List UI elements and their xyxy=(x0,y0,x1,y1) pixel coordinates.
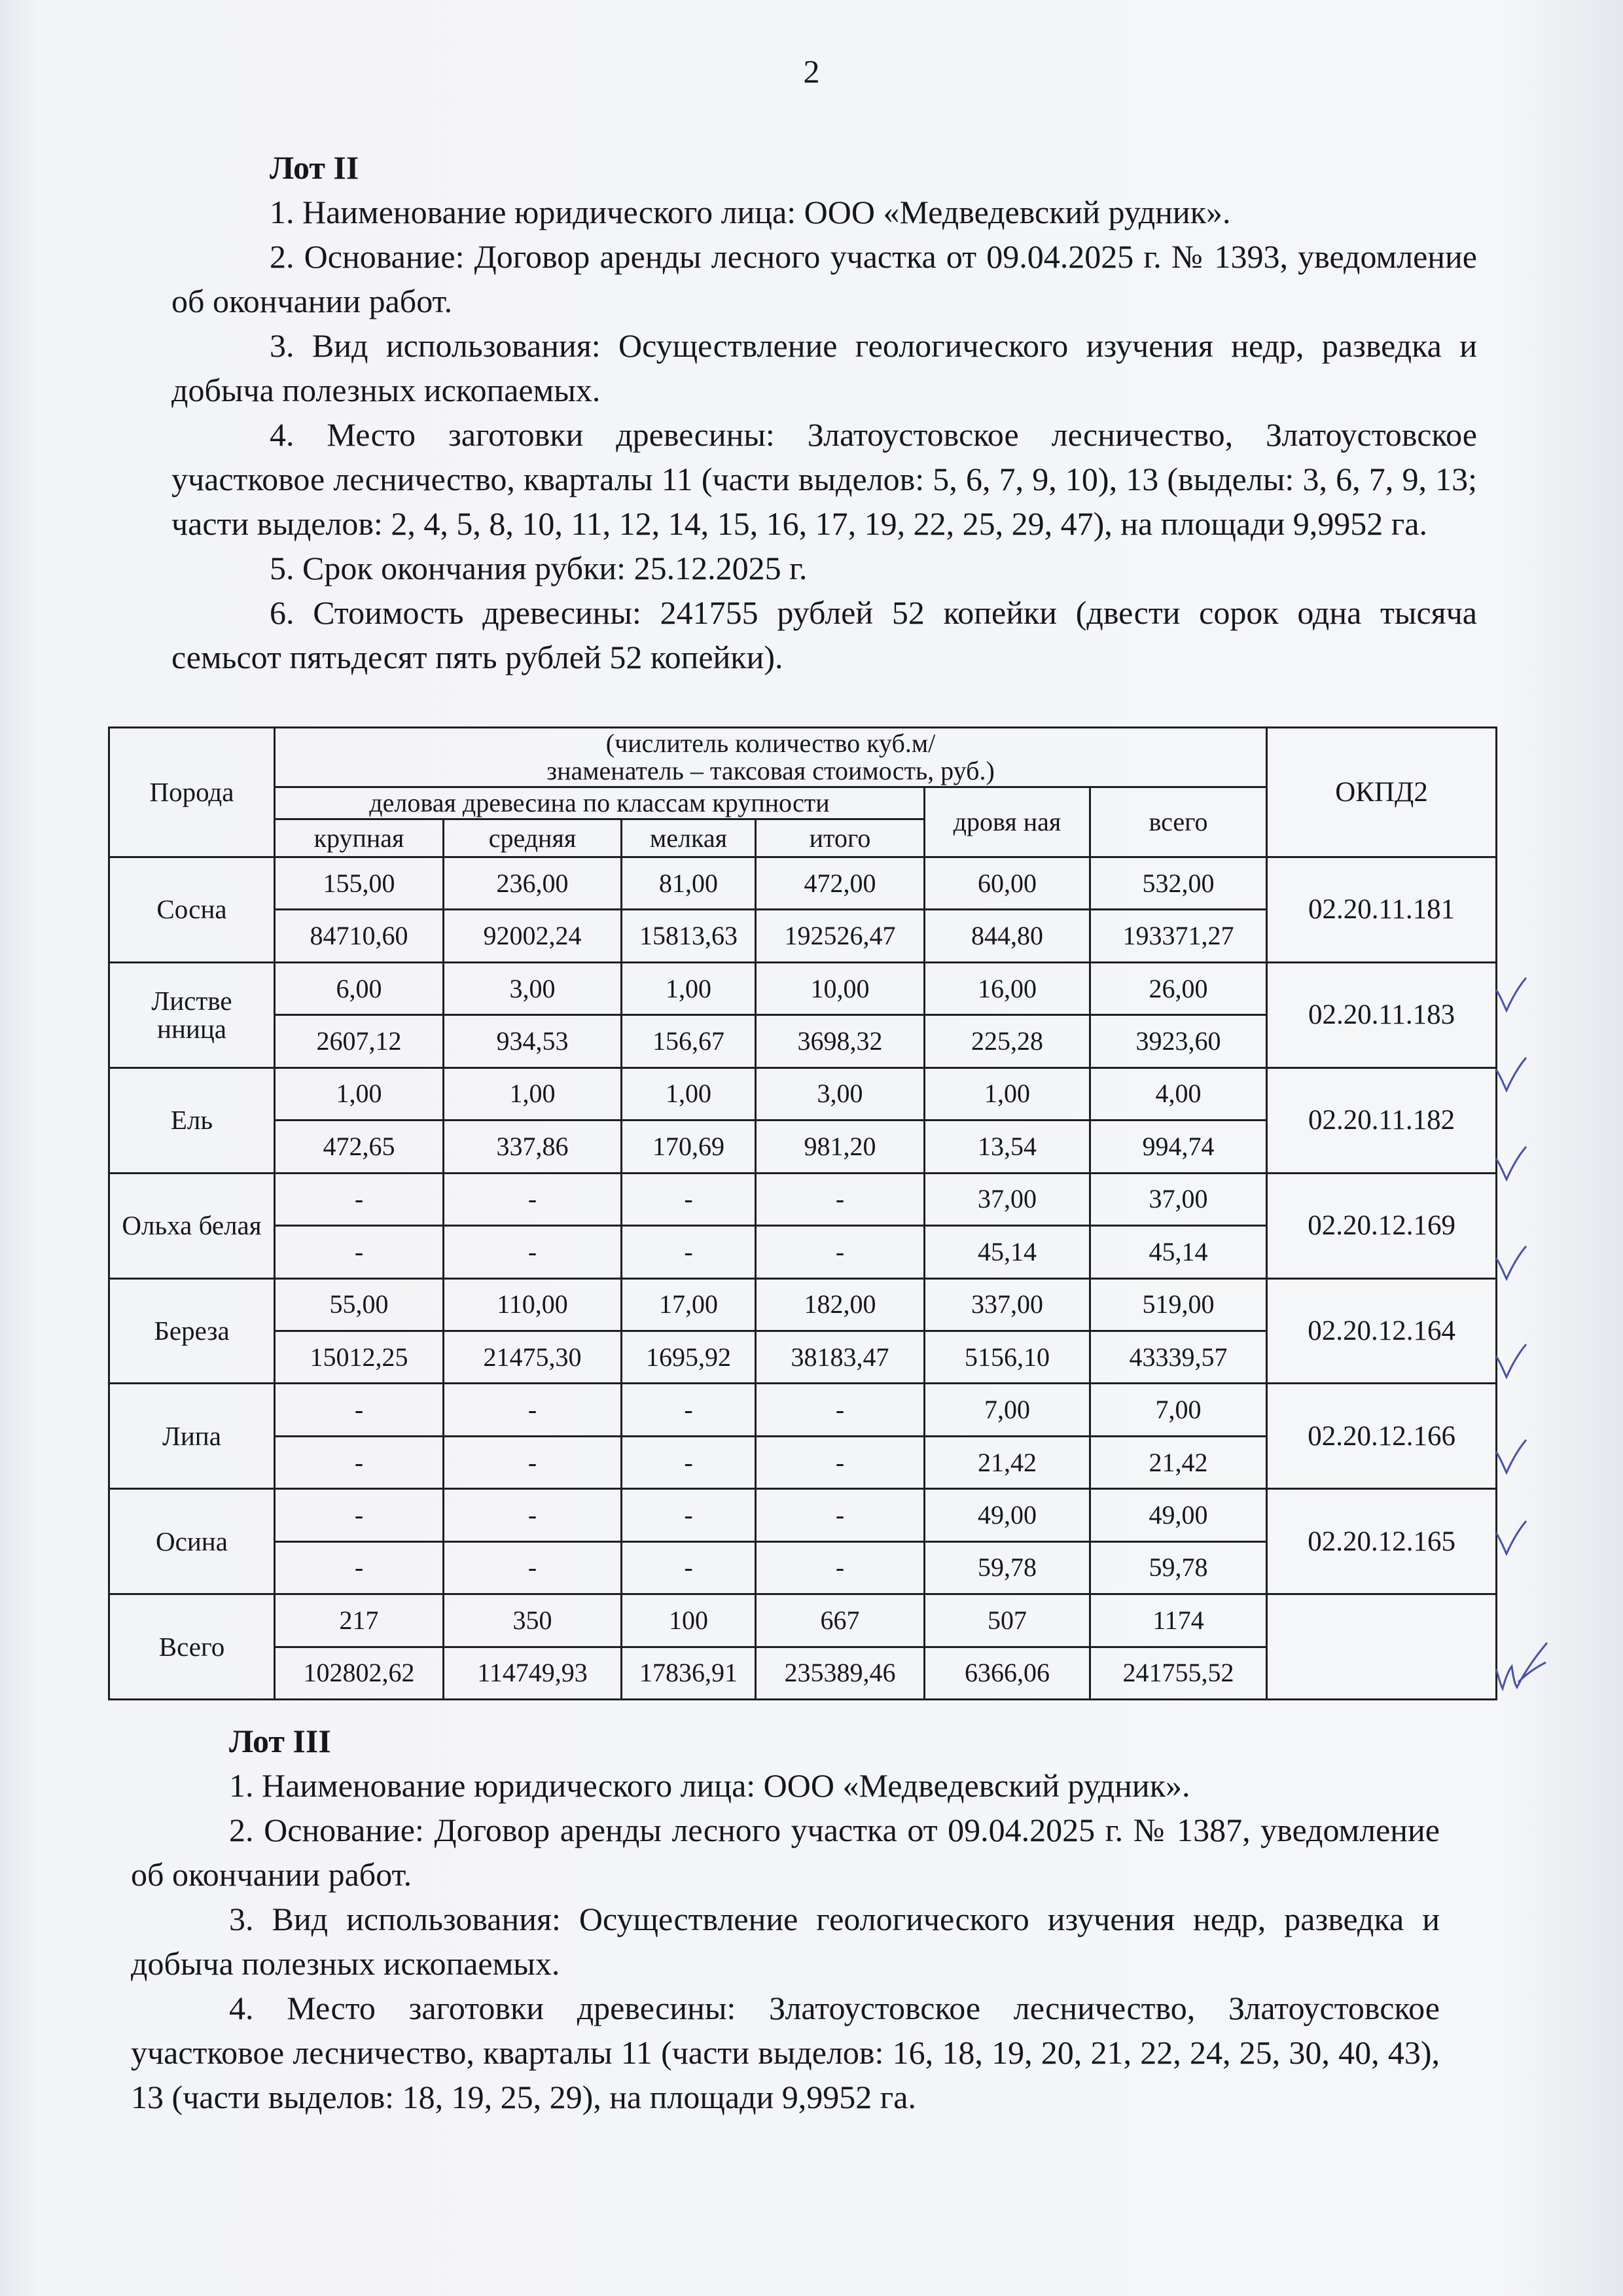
lot3-section xyxy=(131,1719,1440,2119)
header-medium: средняя xyxy=(444,819,622,857)
vol-cell: 1174 xyxy=(1090,1594,1267,1647)
cost-cell: 241755,52 xyxy=(1090,1647,1267,1699)
header-firewood: дровя ная xyxy=(925,787,1090,857)
lot2-item-3: 3. Вид использования: Осуществление геологического изучения недр, разведка и добыча полезных ископаемых. xyxy=(171,327,1477,408)
okpd-cell: 02.20.12.166 xyxy=(1267,1384,1497,1489)
vol-cell: 55,00 xyxy=(275,1278,444,1331)
cost-cell: 193371,27 xyxy=(1090,910,1267,962)
header-units-line1: (числитель количество куб.м/ xyxy=(605,728,936,758)
table-body xyxy=(109,857,1497,1700)
vol-cell: 4,00 xyxy=(1090,1067,1267,1120)
header-subtotal: итого xyxy=(756,819,925,857)
vol-cell: 1,00 xyxy=(444,1067,622,1120)
check-icon xyxy=(1493,1055,1529,1094)
species-cell: Береза xyxy=(109,1278,275,1384)
cost-cell: 337,86 xyxy=(444,1121,622,1173)
cost-cell: 21,42 xyxy=(1090,1436,1267,1488)
cost-cell: 192526,47 xyxy=(756,910,925,962)
cost-cell: - xyxy=(444,1226,622,1278)
vol-cell: 49,00 xyxy=(1090,1489,1267,1541)
vol-cell: 60,00 xyxy=(925,857,1090,910)
lot3-item-3: 3. Вид использования: Осуществление геологического изучения недр, разведка и добыча полезных ископаемых. xyxy=(131,1901,1440,1982)
lot3-item-2: 2. Основание: Договор аренды лесного участка от 09.04.2025 г. № 1387, уведомление об окончании работ. xyxy=(131,1812,1440,1893)
cost-cell: 2607,12 xyxy=(275,1015,444,1067)
vol-cell: 10,00 xyxy=(756,962,925,1014)
cost-cell: 59,78 xyxy=(1090,1541,1267,1594)
check-icon xyxy=(1493,1518,1529,1558)
vol-cell: 37,00 xyxy=(925,1173,1090,1225)
okpd-cell: 02.20.11.181 xyxy=(1267,857,1497,963)
header-total: всего xyxy=(1090,787,1267,857)
vol-cell: 3,00 xyxy=(756,1067,925,1120)
vol-cell: 507 xyxy=(925,1594,1090,1647)
table-row xyxy=(109,1278,1497,1331)
header-units xyxy=(275,728,1267,787)
okpd-cell xyxy=(1267,1594,1497,1700)
vol-cell: - xyxy=(275,1173,444,1225)
page-number: 2 xyxy=(803,53,820,90)
vol-cell: 81,00 xyxy=(622,857,756,910)
okpd-cell: 02.20.11.182 xyxy=(1267,1067,1497,1173)
table-row xyxy=(109,962,1497,1014)
header-small: мелкая xyxy=(622,819,756,857)
cost-cell: - xyxy=(275,1226,444,1278)
cost-cell: - xyxy=(275,1436,444,1488)
lot2-item-1: 1. Наименование юридического лица: ООО «Медведевский рудник». xyxy=(270,194,1231,230)
cost-cell: - xyxy=(275,1541,444,1594)
vol-cell: - xyxy=(622,1384,756,1436)
timber-table xyxy=(108,726,1497,1700)
species-cell: Осина xyxy=(109,1489,275,1594)
lot2-item-4: 4. Место заготовки древесины: Златоустовское лесничество, Златоустовское участковое лесничество, кварталы 11 (части выделов: 5, 6, 7, 9, 10), 13 (выделы: 3, 6, 7, 9, 13; части выделов: 2, 4, 5, 8, 10, 11, 12, 14, 15, 16, 17, 19, 22, 25, 29, 47), на площади 9,9952 га. xyxy=(171,416,1477,542)
vol-cell: - xyxy=(756,1173,925,1225)
cost-cell: 225,28 xyxy=(925,1015,1090,1067)
cost-cell: 92002,24 xyxy=(444,910,622,962)
check-icon xyxy=(1493,1244,1529,1283)
vol-cell: 26,00 xyxy=(1090,962,1267,1014)
species-cell: Сосна xyxy=(109,857,275,963)
species-cell: Ель xyxy=(109,1067,275,1173)
vol-cell: 217 xyxy=(275,1594,444,1647)
lot2-section xyxy=(171,145,1477,679)
vol-cell: 16,00 xyxy=(925,962,1090,1014)
okpd-cell: 02.20.12.164 xyxy=(1267,1278,1497,1384)
header-units-line2: знаменатель – таксовая стоимость, руб.) xyxy=(546,756,995,785)
cost-cell: 84710,60 xyxy=(275,910,444,962)
vol-cell: 532,00 xyxy=(1090,857,1267,910)
cost-cell: 102802,62 xyxy=(275,1647,444,1699)
species-cell: Всего xyxy=(109,1594,275,1700)
cost-cell: 43339,57 xyxy=(1090,1331,1267,1383)
cost-cell: 6366,06 xyxy=(925,1647,1090,1699)
cost-cell: - xyxy=(444,1541,622,1594)
vol-cell: 7,00 xyxy=(1090,1384,1267,1436)
vol-cell: 350 xyxy=(444,1594,622,1647)
table-row xyxy=(109,1594,1497,1647)
vol-cell: 155,00 xyxy=(275,857,444,910)
table-row xyxy=(109,1173,1497,1225)
vol-cell: 667 xyxy=(756,1594,925,1647)
cost-cell: - xyxy=(756,1541,925,1594)
cost-cell: 21475,30 xyxy=(444,1331,622,1383)
vol-cell: - xyxy=(444,1384,622,1436)
vol-cell: 182,00 xyxy=(756,1278,925,1331)
cost-cell: 3698,32 xyxy=(756,1015,925,1067)
lot2-item-2: 2. Основание: Договор аренды лесного участка от 09.04.2025 г. № 1393, уведомление об окончании работ. xyxy=(171,238,1477,319)
vol-cell: 519,00 xyxy=(1090,1278,1267,1331)
cost-cell: 45,14 xyxy=(925,1226,1090,1278)
vol-cell: 3,00 xyxy=(444,962,622,1014)
vol-cell: 1,00 xyxy=(622,962,756,1014)
lot3-item-1: 1. Наименование юридического лица: ООО «Медведевский рудник». xyxy=(229,1767,1190,1804)
vol-cell: 37,00 xyxy=(1090,1173,1267,1225)
species-cell: Липа xyxy=(109,1384,275,1489)
okpd-cell: 02.20.11.183 xyxy=(1267,962,1497,1067)
timber-table-wrap xyxy=(108,726,1495,1700)
cost-cell: - xyxy=(622,1226,756,1278)
vol-cell: 100 xyxy=(622,1594,756,1647)
cost-cell: 844,80 xyxy=(925,910,1090,962)
cost-cell: 17836,91 xyxy=(622,1647,756,1699)
vol-cell: - xyxy=(756,1384,925,1436)
okpd-cell: 02.20.12.165 xyxy=(1267,1489,1497,1594)
vol-cell: - xyxy=(444,1489,622,1541)
vol-cell: 1,00 xyxy=(925,1067,1090,1120)
cost-cell: 981,20 xyxy=(756,1121,925,1173)
cost-cell: 13,54 xyxy=(925,1121,1090,1173)
vol-cell: 110,00 xyxy=(444,1278,622,1331)
check-icon xyxy=(1493,1144,1529,1183)
species-cell: Ольха белая xyxy=(109,1173,275,1278)
species-cell: Листве нница xyxy=(109,962,275,1067)
cost-cell: 235389,46 xyxy=(756,1647,925,1699)
vol-cell: - xyxy=(622,1489,756,1541)
vol-cell: - xyxy=(444,1173,622,1225)
lot2-item-5: 5. Срок окончания рубки: 25.12.2025 г. xyxy=(270,550,808,586)
table-row xyxy=(109,1489,1497,1541)
header-large: крупная xyxy=(275,819,444,857)
cost-cell: - xyxy=(622,1541,756,1594)
cost-cell: 170,69 xyxy=(622,1121,756,1173)
cost-cell: 45,14 xyxy=(1090,1226,1267,1278)
vol-cell: - xyxy=(275,1384,444,1436)
cost-cell: 15813,63 xyxy=(622,910,756,962)
cost-cell: 21,42 xyxy=(925,1436,1090,1488)
lot3-item-4: 4. Место заготовки древесины: Златоустовское лесничество, Златоустовское участковое лесничество, кварталы 11 (части выделов: 16, 18, 19, 20, 21, 22, 24, 25, 30, 40, 43), 13 (части выделов: 18, 19, 25, 29), на площади 9,9952 га. xyxy=(131,1990,1440,2115)
cost-cell: 934,53 xyxy=(444,1015,622,1067)
vol-cell: - xyxy=(275,1489,444,1541)
table-row xyxy=(109,1384,1497,1436)
lot2-item-6: 6. Стоимость древесины: 241755 рублей 52 копейки (двести сорок одна тысяча семьсот пятьдесят пять рублей 52 копейки). xyxy=(171,594,1477,675)
table-row xyxy=(109,857,1497,910)
cost-cell: 3923,60 xyxy=(1090,1015,1267,1067)
vol-cell: 6,00 xyxy=(275,962,444,1014)
cost-cell: 994,74 xyxy=(1090,1121,1267,1173)
vol-cell: 337,00 xyxy=(925,1278,1090,1331)
vol-cell: 1,00 xyxy=(622,1067,756,1120)
header-species: Порода xyxy=(109,728,275,857)
cost-cell: - xyxy=(622,1436,756,1488)
okpd-cell: 02.20.12.169 xyxy=(1267,1173,1497,1278)
lot2-heading: Лот II xyxy=(270,149,359,186)
vol-cell: 236,00 xyxy=(444,857,622,910)
check-icon xyxy=(1493,1342,1529,1381)
cost-cell: - xyxy=(444,1436,622,1488)
cost-cell: 15012,25 xyxy=(275,1331,444,1383)
vol-cell: - xyxy=(756,1489,925,1541)
cost-cell: 1695,92 xyxy=(622,1331,756,1383)
lot3-heading: Лот III xyxy=(229,1723,331,1759)
cost-cell: 59,78 xyxy=(925,1541,1090,1594)
vol-cell: 17,00 xyxy=(622,1278,756,1331)
vol-cell: - xyxy=(622,1173,756,1225)
check-icon xyxy=(1493,975,1529,1014)
vol-cell: 1,00 xyxy=(275,1067,444,1120)
vol-cell: 472,00 xyxy=(756,857,925,910)
header-okpd: ОКПД2 xyxy=(1267,728,1497,857)
initials-icon xyxy=(1492,1636,1551,1695)
vol-cell: 7,00 xyxy=(925,1384,1090,1436)
cost-cell: 156,67 xyxy=(622,1015,756,1067)
cost-cell: 38183,47 xyxy=(756,1331,925,1383)
vol-cell: 49,00 xyxy=(925,1489,1090,1541)
table-row xyxy=(109,1067,1497,1120)
cost-cell: - xyxy=(756,1436,925,1488)
cost-cell: 5156,10 xyxy=(925,1331,1090,1383)
cost-cell: 114749,93 xyxy=(444,1647,622,1699)
header-business-wood: деловая древесина по классам крупности xyxy=(275,787,925,819)
cost-cell: 472,65 xyxy=(275,1121,444,1173)
cost-cell: - xyxy=(756,1226,925,1278)
check-icon xyxy=(1493,1437,1529,1477)
